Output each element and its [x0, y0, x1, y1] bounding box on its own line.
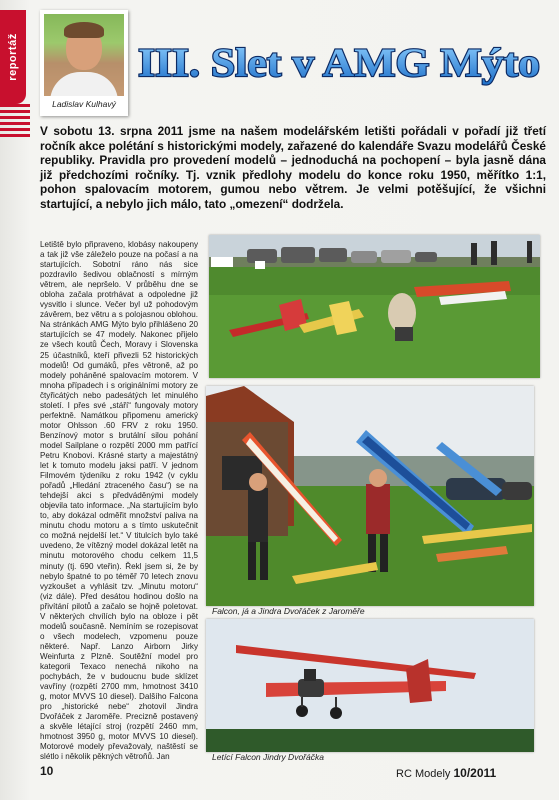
caption-photo2: Falcon, já a Jindra Dvořáček z Jaroměře [212, 606, 365, 616]
author-portrait [40, 10, 128, 116]
author-photo [44, 14, 124, 96]
article-title-text: III. Slet v AMG Mýto [138, 40, 540, 85]
section-tab [0, 10, 26, 104]
article-title-graphic [134, 36, 544, 88]
magazine-footer [396, 766, 496, 780]
article-body-column [40, 240, 198, 762]
photo-falcon-pilots [206, 386, 534, 606]
photo-airfield [209, 235, 540, 378]
magazine-name: RC Modely [396, 768, 451, 780]
article-intro: V sobotu 13. srpna 2011 jsme na našem modelářském letišti pořádali v pořadí již třetí ročník akce polétání s historickými modely, zařazené do kalendáře Svazu modelářů České republiky. Pravidla pro provedení modelů – jednoduchá na pochopení – byla jasně dána již předchozími ročníky. Tj. vznik předlohy modelu do konce roku 1950, měřítko 1:1, pohon spalovacím motorem, gumou nebo větrem. Je velmi potěšující, že všichni startující, a nebylo jich málo, tato „omezení“ dodržela. [40, 124, 546, 211]
article-body-text: Letiště bylo připraveno, klobásy nakoupeny a tak již vše záleželo pouze na počasí a na startujících. Sobotní ráno nás sice pozdravilo šedivou oblačností s mírným větrem, ale nepršelo. V průběhu dne se obloha začala protrhávat a odpoledne již vysvitlo i slunce. Večer byl už pohodovým závěrem, bez větru a s polojasnou oblohou. Na stránkách AMG Mýto bylo přihlášeno 20 startujících se 47 modely. Nakonec přijelo ze všech koutů Čech, Moravy i Slovenska 25 účastníků, kteří přivezli 52 historických modelů! Od gumáků, přes větroně, až po modely poháněné spalovacím motorem. V mnoha případech i s originálními motory ze čtyřicátých nebo padesátých let minulého století. I přes své „stáří“ fungovaly motory perfektně. Namátkou připomenu americký motor Ohlsson .60 FRV z roku 1950. Benzínový motor s brutální silou pohání model Sailplane o rozpětí 2000 mm patřící Petru Knobovi. Krásné starty a majestátný let k tomuto modelu jaksi patří. V jednom Filmovém týdeníku z roku 1942 (v cyklu pořadů „Hledání ztraceného času“) se na tehdejší akci s předváděnými modely objevila tato informace. „Na startujícím bylo to, aby dokázal odměřit množství paliva na minutu chodu motoru a s tímto uskutečnit co možná nejdelší let.“ V titulcích bylo také uvedeno, že vítězný model dokázal letět na minutu motorového chodu celkem 11,5 minuty (tj. 690 vteřin). Řekl jsem si, že by nebylo špatné to po téměř 70 letech znovu vyzkoušet a vyhlásit tzv. „Minutu motoru“ (viz dále). Před desátou hodinou došlo na přivítání pilotů a začalo se hojně poletovat. V některých chvílích bylo na obloze i pět modelů současně. Nemíním se rozepisovat o všech modelech, vzpomenu pouze některé. Např. Lanzo Airborn Jirky Weinfurta z Plzně. Soutěžní model pro kategorii Texaco nenechá nikoho na pochybách, že v budoucnu bude sklízet vavříny (rozpětí 2700 mm, hmotnost 3410 g, motor MVVS 10 diesel). Dalšího Falcona pro „historické nebe“ zhotovil Jindra Dvořáček z Jaroměře. Precizně postavený a skvěle létající stroj (rozpětí 2460 mm, hmotnost 3950 g, motor MVVS 10 diesel). Motorové modely převažovaly, naštěstí se slétlo i několik pěkných větroňů. Jan [40, 240, 198, 762]
article-title [134, 36, 544, 88]
author-name: Ladislav Kulhavý [52, 99, 116, 109]
section-tab-label: reportáž [7, 33, 19, 81]
photo-falcon-flight [206, 619, 534, 752]
magazine-issue: 10/2011 [453, 766, 497, 780]
page-number: 10 [40, 764, 54, 778]
decorative-stripes [0, 104, 30, 140]
caption-photo3: Letící Falcon Jindry Dvořáčka [212, 752, 324, 762]
